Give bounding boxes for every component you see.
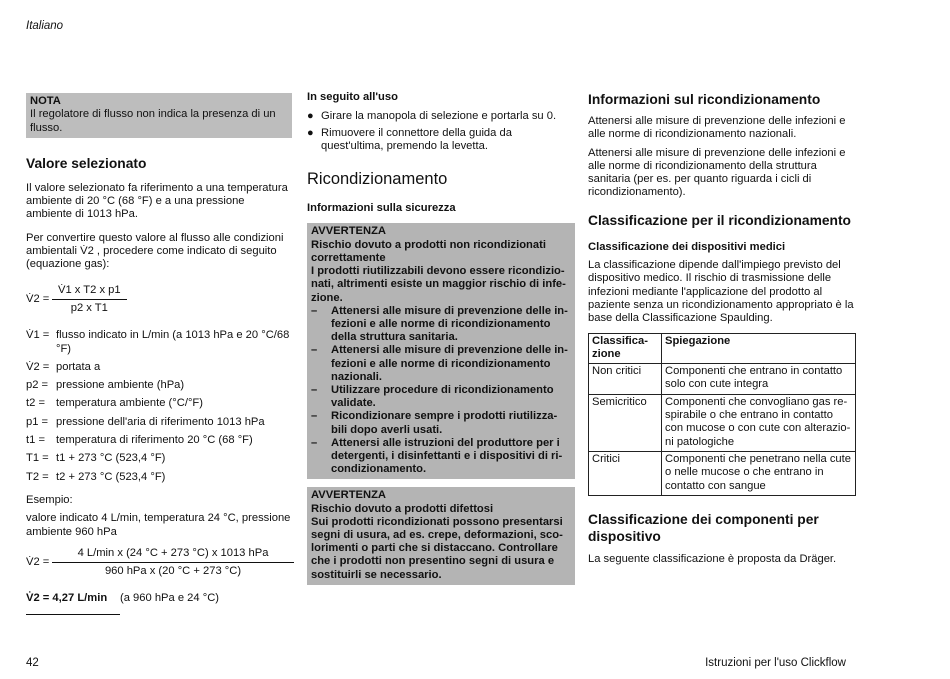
warning-item: – Attenersi alle misure di prevenzione delle in-fezioni e alle norme di ricondizionamento nazionali. (311, 344, 568, 383)
definition-item: V̇2 = portata a (26, 360, 101, 373)
warning-box-reprocessing (307, 223, 575, 479)
page-number: 42 (26, 657, 39, 669)
table-row (589, 451, 856, 495)
result-value: V̇2 = 4,27 L/min (26, 592, 120, 614)
formula-example-lhs: V̇2 = (26, 555, 50, 568)
list-item: ● Rimuovere il connettore della guida da quest'ultima, premendo la levetta. (307, 126, 512, 152)
table-cell: Componenti che penetrano nella cute o nelle mucose o che entrano in contatto con sangue (662, 451, 856, 495)
warning-box-defective (307, 487, 575, 584)
info-paragraph-2: Attenersi alle misure di prevenzione delle infezioni e alle norme di ricondizionamento della struttura sanitaria (per es. per quanto riguarda i cicli di ricondizionamento). (588, 146, 846, 199)
table-cell: Semicritico (589, 394, 662, 451)
formula-example-denominator: 960 hPa x (20 °C + 273 °C) (104, 565, 242, 578)
table-header-cell: Spiegazione (662, 333, 856, 364)
table-cell: Componenti che convogliano gas re-spirabile o che entrano in contatto con mucose o con cute con alterazio-ni patologiche (662, 394, 856, 451)
paragraph-reference: Il valore selezionato fa riferimento a una temperatura ambiente di 20 °C (68 °F) e a una pressione ambiente di 1013 hPa. (26, 181, 288, 221)
formula-example-numerator: 4 L/min x (24 °C + 273 °C) x 1013 hPa (52, 547, 294, 563)
formula-numerator: V̇1 x T2 x p1 (52, 284, 127, 300)
warning-text: I prodotti riutilizzabili devono essere ricondizio-nati, altrimenti esiste un maggior rischio di infe-zione. (311, 265, 566, 304)
definition-item: t2 = temperatura ambiente (°C/°F) (26, 397, 203, 410)
header-language: Italiano (26, 20, 64, 32)
formula-denominator: p2 x T1 (70, 301, 108, 314)
note-text: Il regolatore di flusso non indica la presenza di un flusso. (30, 108, 276, 134)
list-item: ● Girare la manopola di selezione e portarla su 0. (307, 110, 557, 123)
column-middle (307, 91, 575, 585)
table-header-row (589, 333, 856, 364)
warning-text: Sui prodotti ricondizionati possono presentarsi segni di usura, ad es. crepe, deformazioni, sco-lorimenti o parti che si distaccano. Controllare che i prodotti non presentino segni di usura e sostituirli se necessario. (311, 515, 563, 581)
classification-table (588, 333, 856, 496)
warning-subtitle: Rischio dovuto a prodotti difettosi (311, 502, 494, 515)
table-row (589, 364, 856, 395)
formula-result (26, 592, 292, 614)
formula-gas-equation (26, 284, 292, 316)
table-cell: Critici (589, 451, 662, 495)
after-use-title: In seguito all'uso (307, 91, 398, 103)
note-box (26, 93, 292, 138)
formula-lhs: V̇2 = (26, 292, 50, 305)
paragraph-conversion: Per convertire questo valore al flusso alle condizioni ambientali V̇2 , procedere come indicato di seguito (equazione gas): (26, 231, 284, 271)
after-use-list (307, 110, 575, 153)
footer-doc-title: Istruzioni per l'uso Clickflow (705, 657, 846, 669)
section-title-selected-value: Valore selezionato (26, 155, 147, 171)
column-left (26, 93, 292, 615)
medical-devices-paragraph: La classificazione dipende dall'impiego previsto del dispositivo medico. Il rischio di trasmissione delle infezioni mediante l'applicazione del prodotto al paziente senza un ricondizionamento appropriato è la base della Classificazione Spaulding. (588, 259, 854, 325)
example-text: valore indicato 4 L/min, temperatura 24 °C, pressione ambiente 960 hPa (26, 512, 291, 538)
result-note: (a 960 hPa e 24 °C) (120, 592, 220, 605)
example-label: Esempio: (26, 493, 73, 506)
formula-example-fraction (52, 547, 294, 579)
table-row (589, 394, 856, 451)
table-cell: Non critici (589, 364, 662, 395)
section-title-reprocessing: Ricondizionamento (307, 170, 448, 189)
info-paragraph-1: Attenersi alle misure di prevenzione delle infezioni e alle norme di ricondizionamento nazionali. (588, 115, 846, 141)
warning-title: AVVERTENZA (311, 225, 387, 238)
warning-subtitle: Rischio dovuto a prodotti non ricondizionati correttamente (311, 238, 546, 264)
definition-item: T1 = t1 + 273 °C (523,4 °F) (26, 452, 166, 465)
definitions-list (26, 329, 292, 484)
warning-item: – Utilizzare procedure di ricondizionamento validate. (311, 383, 554, 410)
warning-item: – Attenersi alle istruzioni del produttore per i detergenti, i disinfettanti e i dispositivi di ri-condizionamento. (311, 436, 563, 476)
info-reprocessing-title: Informazioni sul ricondizionamento (588, 92, 821, 107)
table-cell: Componenti che entrano in contatto solo con cute integra (662, 364, 856, 395)
table-header-cell: Classifica-zione (589, 333, 662, 364)
formula-example (26, 547, 292, 579)
definition-item: p1 = pressione dell'aria di riferimento 1013 hPa (26, 415, 265, 428)
definition-item: p2 = pressione ambiente (hPa) (26, 379, 185, 392)
warning-title: AVVERTENZA (311, 489, 387, 502)
safety-title: Informazioni sulla sicurezza (307, 202, 456, 215)
definition-item: t1 = temperatura di riferimento 20 °C (68 °F) (26, 434, 253, 447)
classification-title: Classificazione per il ricondizionamento (588, 212, 851, 228)
bullet-icon: ● (307, 110, 314, 123)
formula-fraction (52, 284, 127, 316)
note-title: NOTA (30, 95, 61, 107)
components-paragraph: La seguente classificazione è proposta da Dräger. (588, 552, 837, 565)
components-title: Classificazione dei componenti per dispositivo (588, 511, 819, 544)
column-right (588, 91, 856, 566)
warning-item: – Attenersi alle misure di prevenzione delle in-fezioni e alle norme di ricondizionamento della struttura sanitaria. (311, 304, 568, 344)
definition-item: V̇1 = flusso indicato in L/min (a 1013 hPa e 20 °C/68 °F) (26, 329, 290, 355)
definition-item: T2 = t2 + 273 °C (523,4 °F) (26, 470, 166, 483)
warning-item: – Ricondizionare sempre i prodotti riutilizza-bili dopo averli usati. (311, 410, 558, 436)
medical-devices-title: Classificazione dei dispositivi medici (588, 240, 786, 253)
bullet-icon: ● (307, 126, 314, 139)
